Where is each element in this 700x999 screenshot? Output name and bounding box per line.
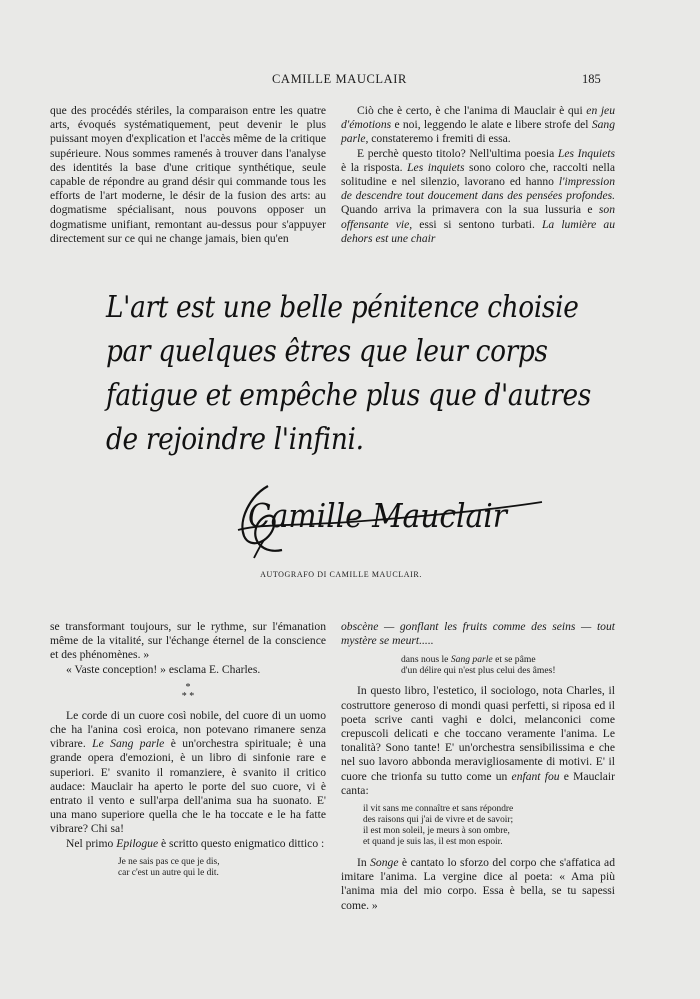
left-column-bottom bbox=[50, 620, 326, 887]
paragraph: Le corde di un cuore così nobile, del cuore di un uomo che ha l'anina così eroica, non potevano rimanere senza vibrare. Le Sang parle è un'orchestra spirituale; è una grande opera d'emozioni, è un libro di sinfonie rare e superiori. E' svanito il romanziere, è svanito il critico audace: Mauclair ha aperto le porte del suo cuore, vi è entrato il vento e sull'arpa dell'anima sua ha suonato. E' una mano superiore quella che le ha toccate e le ha fatte vibrare? Chi sa! bbox=[50, 708, 326, 836]
paragraph: In Songe è cantato lo sforzo del corpo che s'affatica ad imitare l'anima. La vergine dice al poeta: « Ama più l'anima mia del mio corpo. Essa è bella, se tu sapessi come. » bbox=[341, 856, 615, 912]
autograph-line: par quelques êtres que leur corps bbox=[106, 334, 548, 369]
paragraph: que des procédés stériles, la comparaison entre les quatre arts, évoqués systématiquement, peut devenir le plus puissant moyen d'explication et l'accès même de la critique supérieure. Nous sommes ramenés à trouver dans l'analyse des identités la base d'une critique synthétique, seule capable de répondre au grand désir qui commande tous les efforts de l'art moderne, le désir de la fusion des arts: au dogmatisme spécialisant, nous pouvons opposer un dogmatisme unifiant, remontant au-dessus pour s'appuyer directement sur ce qui ne change jamais, bien qu'en bbox=[50, 104, 326, 245]
section-break: * * * bbox=[181, 681, 195, 702]
page-number: 185 bbox=[582, 72, 601, 86]
paragraph: Nel primo Epilogue è scritto questo enigmatico dittico : bbox=[66, 836, 325, 850]
paragraph: E perchè questo titolo? Nell'ultima poesia Les Inquiets è la risposta. Les inquiets sono coloro che, raccolti nella solitudine e nel silenzio, lavorano ed hanno l'impression de descendre tout doucement dans des pensées profondes. Quando arriva la primavera con la sua lussuria e son offensante vie, essi si sentono turbati. La lumière au dehors est une chair bbox=[341, 146, 615, 245]
verse-quote: dans nous le Sang parle et se pâme d'un délire qui n'est plus celui des âmes! bbox=[401, 654, 556, 677]
signature bbox=[230, 480, 550, 560]
running-title: CAMILLE MAUCLAIR bbox=[272, 72, 407, 86]
paragraph: obscène — gonflant les fruits comme des seins — tout mystère se meurt..... bbox=[341, 620, 615, 648]
autograph-line: L'art est une belle pénitence choisie bbox=[106, 290, 579, 325]
paragraph: Ciò che è certo, è che l'anima di Mauclair è qui en jeu d'émotions e noi, leggendo le alate e libere strofe del Sang parle, constateremo i fremiti di essa. bbox=[341, 104, 615, 146]
autograph-line: de rejoindre l'infini. bbox=[106, 422, 364, 457]
verse-quote: il vit sans me connaître et sans répondre des raisons qui j'ai de vivre et de savoir; il est mon soleil, je meurs à son ombre, et quand je suis las, il est mon espoir. bbox=[363, 804, 514, 848]
paragraph: se transformant toujours, sur le rythme, sur l'émanation même de la vitalité, sur l'échange éternel de la conscience et des phénomènes. » bbox=[50, 620, 326, 662]
autograph-caption: AUTOGRAFO DI CAMILLE MAUCLAIR. bbox=[260, 570, 422, 579]
left-column-top bbox=[50, 104, 326, 246]
paragraph: « Vaste conception! » esclama E. Charles. bbox=[66, 662, 261, 676]
paragraph: In questo libro, l'estetico, il sociologo, nota Charles, il costruttore generoso di mondi quasi perfetti, si riposa ed il poeta scrive canti vaghi e dolci, melanconici come crepuscoli delicati e che toccano veramente l'anima. Le tonalità? Sono tante! E' un'orchestra sensibilissima e che nel suo lavoro abbonda meravigliosamente di motivi. E' il cuore che trionfa su tutto come un enfant fou e Mauclair canta: bbox=[341, 684, 615, 797]
right-column-bottom bbox=[341, 620, 615, 913]
autograph-line: fatigue et empêche plus que d'autres bbox=[106, 378, 591, 413]
signature-text: Camille Mauclair bbox=[248, 496, 507, 535]
autograph-text bbox=[106, 286, 591, 462]
verse-quote: Je ne sais pas ce que je dis, car c'est un autre qui le dit. bbox=[118, 856, 220, 878]
right-column-top bbox=[341, 104, 615, 246]
running-head bbox=[0, 72, 700, 92]
